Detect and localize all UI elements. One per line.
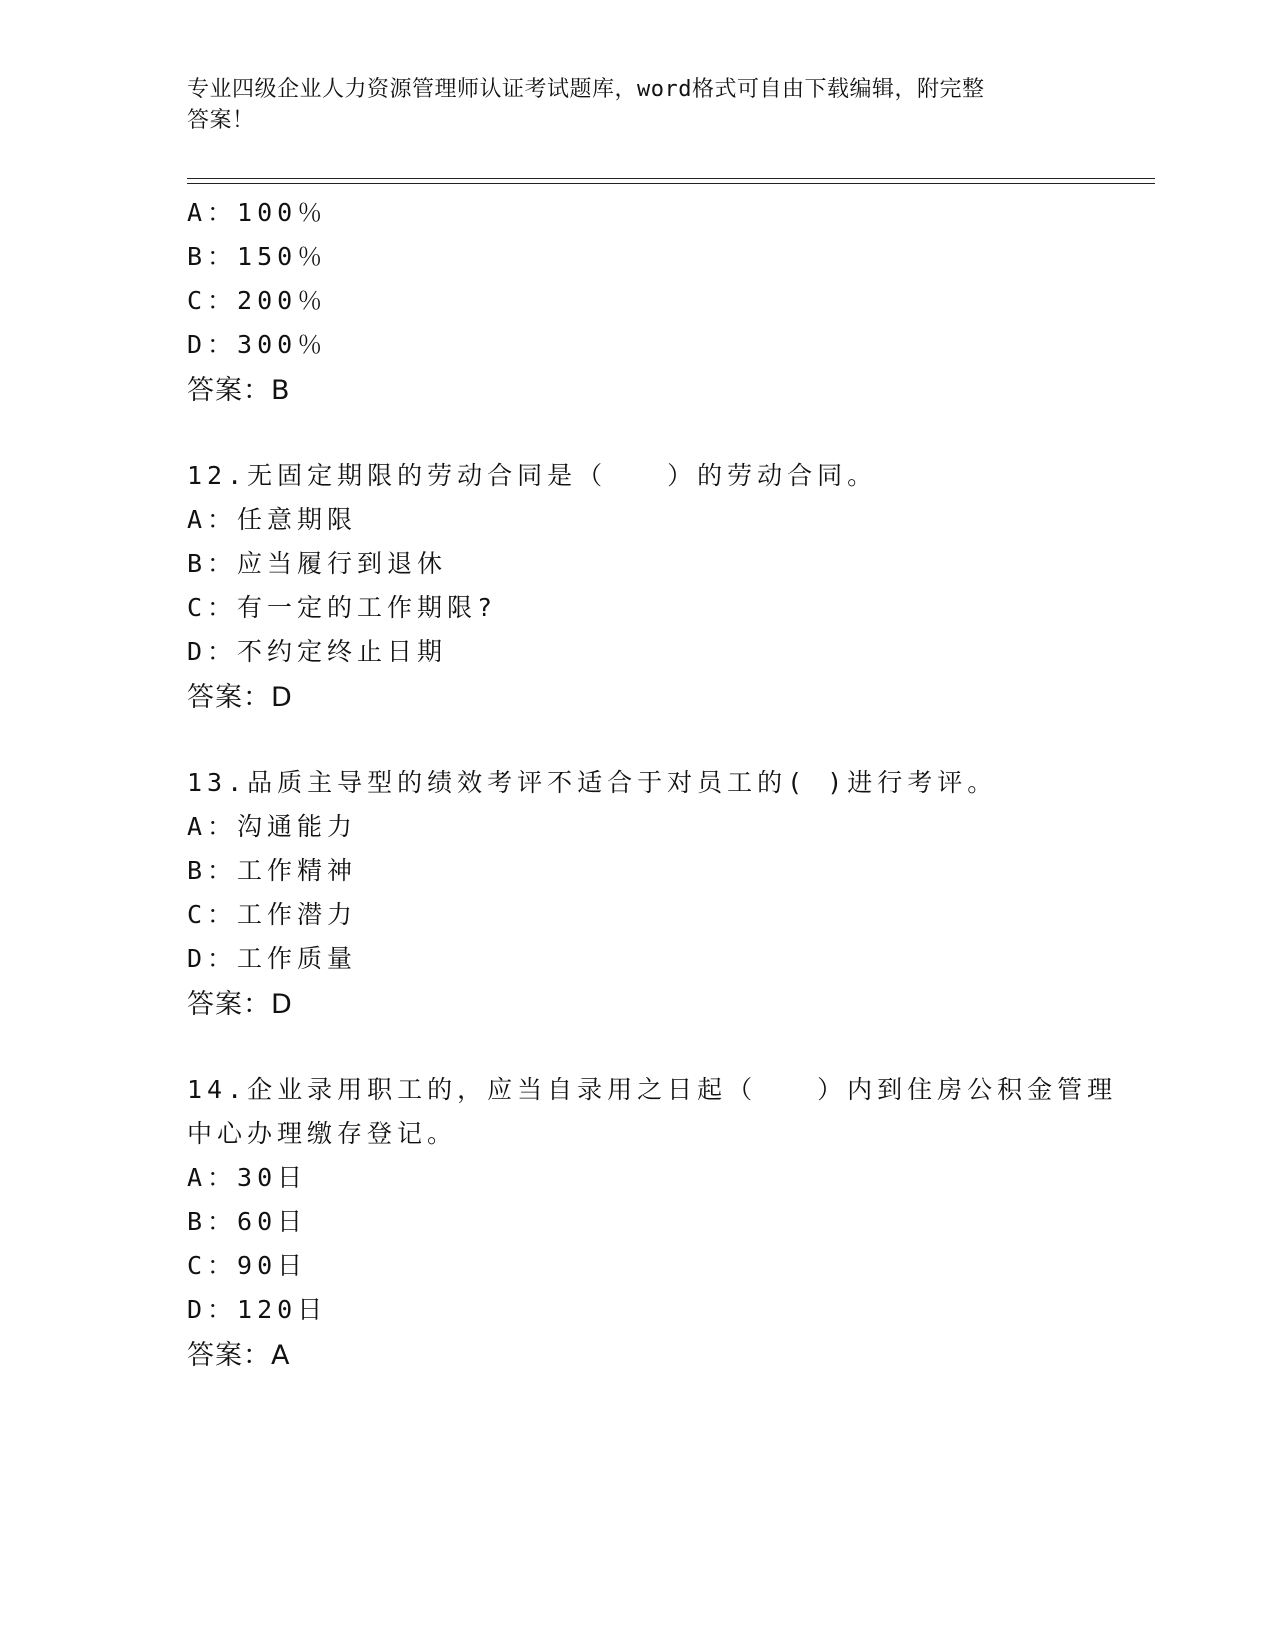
header-line-2: 答案！	[187, 108, 255, 133]
q12-question: 12.无固定期限的劳动合同是（ ）的劳动合同。	[187, 461, 878, 490]
q11-option-c: C：200％	[187, 286, 328, 315]
q12-option-c: C：有一定的工作期限?	[187, 593, 498, 622]
q14-question-line-2: 中心办理缴存登记。	[187, 1119, 458, 1148]
q14-option-b: B：60日	[187, 1207, 308, 1236]
q13-option-c: C：工作潜力	[187, 900, 358, 929]
q12-option-b: B：应当履行到退休	[187, 549, 448, 578]
q13-option-b: B：工作精神	[187, 856, 358, 885]
q11-option-a: A：100％	[187, 198, 328, 227]
q12-answer: 答案：D	[187, 682, 293, 713]
header-divider-bottom	[187, 183, 1155, 184]
q11-answer: 答案：B	[187, 375, 291, 406]
document-header	[187, 74, 1087, 136]
q12-option-d: D：不约定终止日期	[187, 637, 448, 666]
q14-option-d: D：120日	[187, 1295, 328, 1324]
header-divider-top	[187, 178, 1155, 179]
q11-option-d: D：300％	[187, 330, 328, 359]
header-line-1: 专业四级企业人力资源管理师认证考试题库，word格式可自由下载编辑，附完整	[187, 77, 985, 102]
q13-option-d: D：工作质量	[187, 944, 358, 973]
q14-option-c: C：90日	[187, 1251, 308, 1280]
q13-answer: 答案：D	[187, 989, 293, 1020]
q11-option-b: B：150％	[187, 242, 328, 271]
q14-answer: 答案：A	[187, 1340, 291, 1371]
q14-option-a: A：30日	[187, 1163, 308, 1192]
q13-question: 13.品质主导型的绩效考评不适合于对员工的( )进行考评。	[187, 768, 998, 797]
q12-option-a: A：任意期限	[187, 505, 358, 534]
q14-question-line-1: 14.企业录用职工的，应当自录用之日起（ ）内到住房公积金管理	[187, 1075, 1118, 1104]
q13-option-a: A：沟通能力	[187, 812, 358, 841]
